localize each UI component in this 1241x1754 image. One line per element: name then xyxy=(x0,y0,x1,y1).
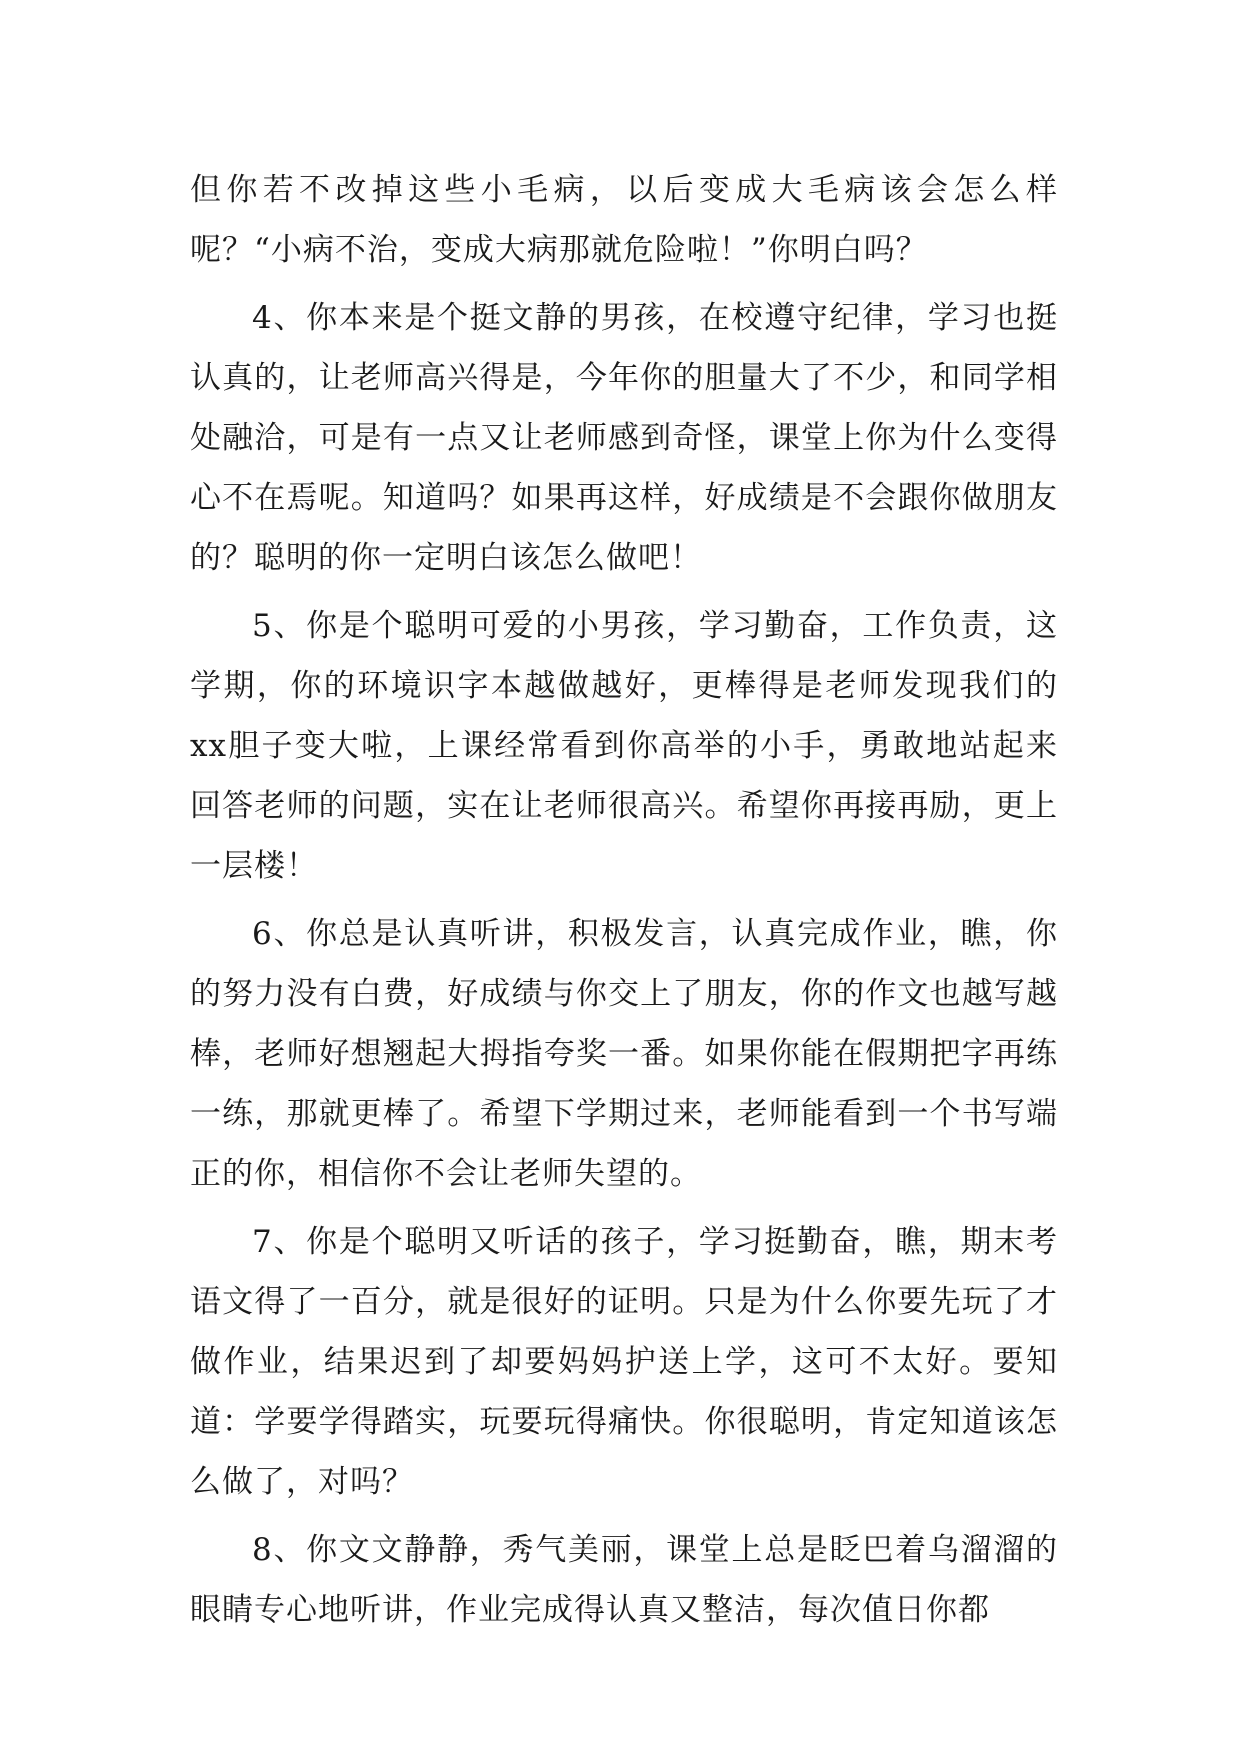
paragraph-7: 7、你是个聪明又听话的孩子，学习挺勤奋，瞧，期末考语文得了一百分，就是很好的证明。只是为什么你要先玩了才做作业，结果迟到了却要妈妈护送上学，这可不太好。要知道：学要学得踏实，玩要玩得痛快。你很聪明，肯定知道该怎么做了，对吗？ xyxy=(190,1224,1058,1500)
paragraph-4: 4、你本来是个挺文静的男孩，在校遵守纪律，学习也挺认真的，让老师高兴得是，今年你的胆量大了不少，和同学相处融洽，可是有一点又让老师感到奇怪，课堂上你为什么变得心不在焉呢。知道吗？如果再这样，好成绩是不会跟你做朋友的？聪明的你一定明白该怎么做吧！ xyxy=(190,300,1058,576)
paragraph-continued: 但你若不改掉这些小毛病，以后变成大毛病该会怎么样呢？“小病不治，变成大病那就危险啦！”你明白吗？ xyxy=(190,172,1058,268)
paragraph-5: 5、你是个聪明可爱的小男孩，学习勤奋，工作负责，这学期，你的环境识字本越做越好，更棒得是老师发现我们的xx胆子变大啦，上课经常看到你高举的小手，勇敢地站起来回答老师的问题，实在让老师很高兴。希望你再接再励，更上一层楼！ xyxy=(190,608,1058,884)
paragraph-6: 6、你总是认真听讲，积极发言，认真完成作业，瞧，你的努力没有白费，好成绩与你交上了朋友，你的作文也越写越棒，老师好想翘起大拇指夸奖一番。如果你能在假期把字再练一练，那就更棒了。希望下学期过来，老师能看到一个书写端正的你，相信你不会让老师失望的。 xyxy=(190,916,1058,1192)
document-body xyxy=(190,160,1058,1648)
paragraph-8: 8、你文文静静，秀气美丽，课堂上总是眨巴着乌溜溜的眼睛专心地听讲，作业完成得认真又整洁，每次值日你都 xyxy=(190,1532,1058,1628)
